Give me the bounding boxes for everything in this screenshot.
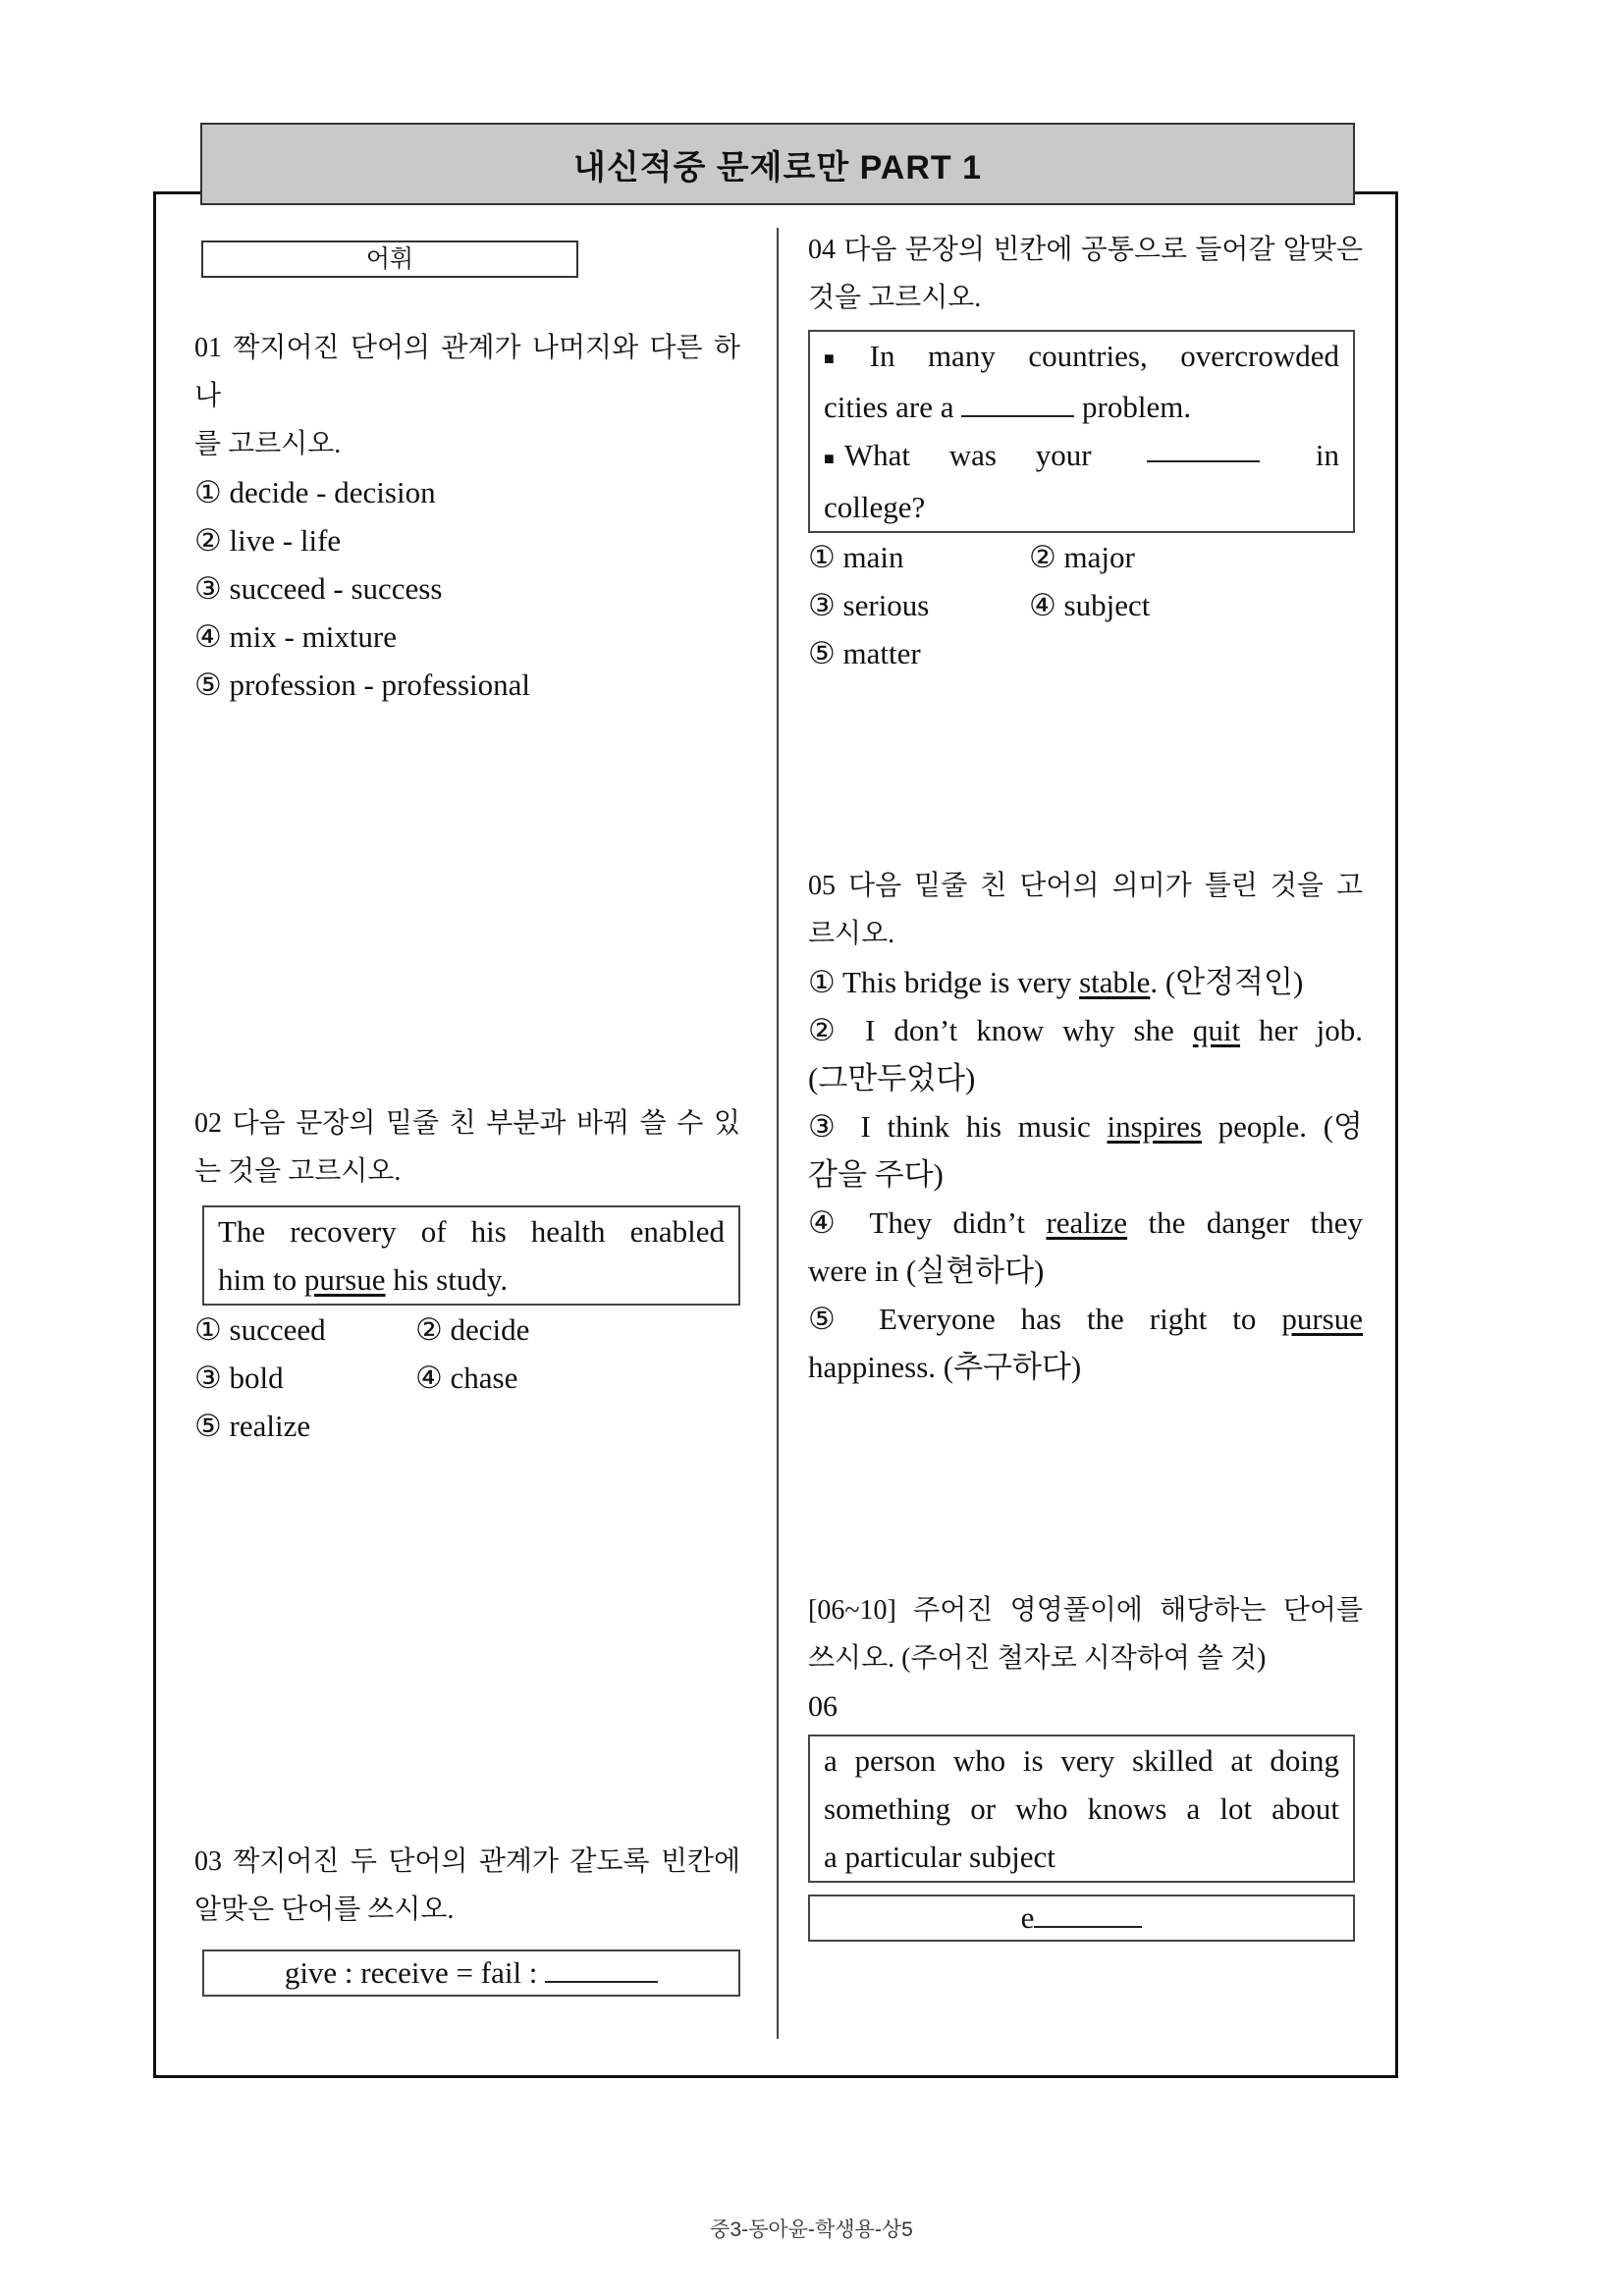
- q01-option-2[interactable]: ② live - life: [194, 523, 342, 558]
- q02-option-2[interactable]: ② decide: [415, 1312, 530, 1347]
- question-01: [194, 324, 740, 709]
- q05-option-5-line2: happiness. (추구하다): [808, 1350, 1082, 1384]
- q05-option-3-line2: 감을 주다): [808, 1157, 944, 1192]
- question-02: [194, 1099, 740, 1450]
- q04-option-1[interactable]: ① main: [808, 539, 904, 574]
- q03-analogy-box: give : receive = fail :: [202, 1949, 740, 1997]
- q05-option-2[interactable]: ② I don’t know why she quit her job.: [808, 1013, 1364, 1047]
- q02-option-1[interactable]: ① succeed: [194, 1312, 326, 1347]
- q06-def-line1: a person who is very skilled at doing: [824, 1743, 1339, 1778]
- q01-prompt-line1: 01 짝지어진 단어의 관계가 나머지와 다른 하나: [194, 333, 740, 411]
- q04-prompt-line2: 것을 고르시오.: [808, 283, 982, 313]
- q02-box-line1: The recovery of his health enabled: [218, 1214, 725, 1249]
- q06-def-line2: something or who knows a lot about: [824, 1791, 1339, 1826]
- q04-s1-line2: cities are a problem.: [824, 383, 1339, 431]
- q05-option-2-line2: (그만두었다): [808, 1061, 976, 1095]
- q06-def-line3: a particular subject: [824, 1840, 1055, 1874]
- q04-s1-line1: ■ In many countries, overcrowded: [824, 339, 1340, 373]
- q01-option-4[interactable]: ④ mix - mixture: [194, 619, 398, 654]
- q05-option-1[interactable]: ① This bridge is very stable. (안정적인): [808, 965, 1304, 999]
- q03-prompt-line2: 알맞은 단어를 쓰시오.: [194, 1895, 455, 1925]
- q04-s2-line2: college?: [824, 489, 926, 524]
- q04-prompt-line1: 04 다음 문장의 빈칸에 공통으로 들어갈 알맞은: [808, 235, 1363, 265]
- q03-answer-blank[interactable]: [545, 1951, 658, 1983]
- q05-prompt-line1: 05 다음 밑줄 친 단어의 의미가 틀린 것을 고: [808, 871, 1363, 901]
- q02-option-4[interactable]: ④ chase: [415, 1361, 518, 1395]
- q01-option-5[interactable]: ⑤ profession - professional: [194, 667, 531, 702]
- q02-prompt-line1: 02 다음 문장의 밑줄 친 부분과 바꿔 쓸 수 있: [194, 1108, 740, 1139]
- q02-option-3[interactable]: ③ bold: [194, 1361, 284, 1395]
- section-label-vocab: 어휘: [201, 240, 578, 278]
- q01-prompt-line2: 를 고르시오.: [194, 429, 342, 459]
- q06-prompt-line2: 쓰시오. (주어진 철자로 시작하여 쓸 것): [808, 1643, 1267, 1674]
- q05-prompt-line2: 르시오.: [808, 919, 895, 949]
- page-title: 내신적중 문제로만 PART 1: [200, 123, 1355, 205]
- q03-prompt-line1: 03 짝지어진 두 단어의 관계가 같도록 빈칸에: [194, 1846, 740, 1877]
- q02-underlined-word: pursue: [303, 1262, 386, 1297]
- question-05: [808, 862, 1363, 1391]
- q04-option-2[interactable]: ② major: [1029, 539, 1135, 574]
- q04-sentence-box: [808, 330, 1355, 533]
- q04-option-3[interactable]: ③ serious: [808, 587, 930, 622]
- q04-blank-1: [961, 386, 1074, 417]
- question-04: [808, 226, 1363, 677]
- q06-answer-blank[interactable]: [1034, 1896, 1142, 1928]
- q04-option-5[interactable]: ⑤ matter: [808, 635, 921, 670]
- q04-blank-2: [1147, 431, 1260, 462]
- q06-answer-box: e: [808, 1895, 1355, 1942]
- q04-option-4[interactable]: ④ subject: [1029, 587, 1151, 622]
- q02-sentence-box: [202, 1205, 740, 1306]
- question-06: [808, 1586, 1363, 1942]
- q04-s2-line1: ■ What was your in: [824, 431, 1339, 482]
- q01-option-3[interactable]: ③ succeed - success: [194, 571, 443, 606]
- q06-number: 06: [808, 1690, 838, 1723]
- question-03: [194, 1838, 740, 1997]
- q05-option-5[interactable]: ⑤ Everyone has the right to pursue: [808, 1302, 1363, 1336]
- bullet-square-icon: ■: [824, 348, 860, 369]
- q02-option-5[interactable]: ⑤ realize: [194, 1409, 311, 1443]
- column-divider: [777, 228, 779, 2039]
- q06-prompt-line1: [06~10] 주어진 영영풀이에 해당하는 단어를: [808, 1595, 1363, 1626]
- q01-option-1[interactable]: ① decide - decision: [194, 475, 436, 509]
- q02-prompt-line2: 는 것을 고르시오.: [194, 1156, 402, 1187]
- q05-option-4-line2: were in (실현하다): [808, 1254, 1045, 1288]
- q05-option-4[interactable]: ④ They didn’t realize the danger they: [808, 1205, 1363, 1240]
- bullet-square-icon: ■: [824, 448, 835, 468]
- q05-option-3[interactable]: ③ I think his music inspires people. (영: [808, 1109, 1363, 1144]
- q06-definition-box: [808, 1735, 1355, 1883]
- page-footer: 중3-동아윤-학생용-상5: [710, 2218, 913, 2241]
- q02-box-line2: him to pursue his study.: [218, 1262, 509, 1297]
